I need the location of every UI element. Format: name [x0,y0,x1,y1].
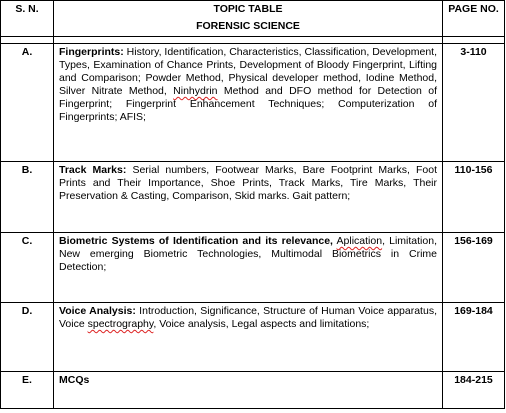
table-row [1,162,505,233]
topic-text-after: , Voice analysis, Legal aspects and limitations; [153,318,370,330]
row-topic [54,372,443,409]
row-sn: B. [1,162,54,233]
row-sn: E. [1,372,54,409]
row-pages: 3-110 [443,44,505,162]
row-topic [54,303,443,372]
row-sn: C. [1,233,54,303]
row-pages: 110-156 [443,162,505,233]
header-topic [54,1,443,37]
table-row [1,44,505,162]
topic-title: MCQs [59,374,90,386]
row-pages: 156-169 [443,233,505,303]
spacer-row [1,37,505,44]
row-sn: D. [1,303,54,372]
topic-text: Serial numbers, Footwear Marks, Bare Footprint Marks, Foot Prints and Their Importance, Shoe Prints, Track Marks, Tire Marks, Their Preservation & Casting, Comparison, Skid marks. Gait pattern; [59,164,437,202]
table-row [1,372,505,409]
topic-text: Introduction, Significance, Structure of Human Voice apparatus, Voice [59,305,437,330]
row-sn: A. [1,44,54,162]
topic-text-after: Method and DFO method for Detection of Fingerprint; Fingerprint Enhancement Techniques; Computerization of Fingerprints; AFIS; [59,85,437,123]
topic-text-after: , Limitation, New emerging Biometric Technologies, Multimodal Biometrics in Crime Detection; [59,235,437,273]
table-title: TOPIC TABLE [213,3,283,15]
topic-title: Fingerprints: [59,46,124,58]
topic-title: Voice Analysis: [59,305,136,317]
header-sn: S. N. [1,1,54,37]
header-page-no: PAGE NO. [443,1,505,37]
topic-text: History, Identification, Characteristics, Classification, Development, Types, Examination of Chance Prints, Development of Bloody Fingerprint, Lifting and Comparison; Powder Method, Physical developer method, Iodine Method, Silver Nitrate Method, [59,46,437,97]
table-row [1,303,505,372]
row-pages: 184-215 [443,372,505,409]
spelling-flagged-word: Ninhydrin [173,85,218,97]
row-pages: 169-184 [443,303,505,372]
spelling-flagged-word: spectrography [87,318,154,330]
spelling-flagged-word: Aplication [336,235,383,247]
topic-title: Biometric Systems of Identification and its relevance, [59,235,333,247]
table-row [1,233,505,303]
topic-title: Track Marks: [59,164,127,176]
table-header-row [1,1,505,37]
subject-title: FORENSIC SCIENCE [196,20,300,32]
row-topic [54,44,443,162]
row-topic [54,233,443,303]
row-topic [54,162,443,233]
